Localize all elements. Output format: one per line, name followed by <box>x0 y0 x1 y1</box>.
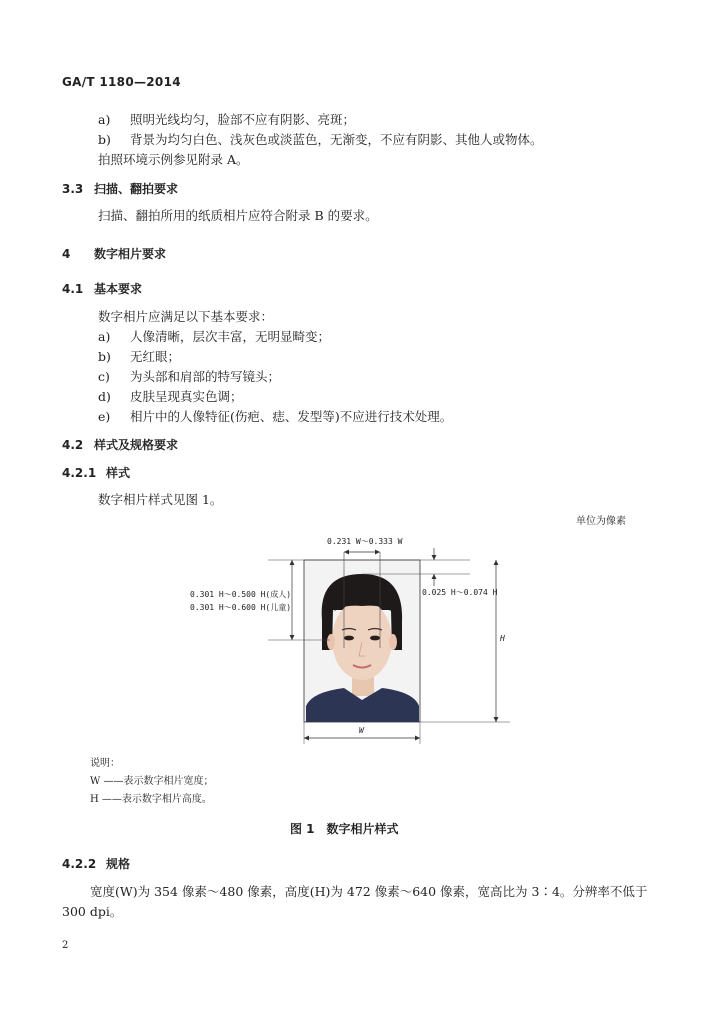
env-item-b-text: 背景为均匀白色、浅灰色或淡蓝色，无渐变，不应有阴影、其他人或物体。 <box>130 132 543 147</box>
section-3-3-num: 3.3 <box>62 182 84 196</box>
env-item-a-label: a) <box>98 112 111 127</box>
req-item-c-text: 为头部和肩部的特写镜头； <box>130 369 281 384</box>
req-item-b-text: 无红眼； <box>130 349 181 364</box>
left-ear-shape <box>327 634 335 650</box>
figure-1-caption: 图 1 数字相片样式 <box>290 822 399 836</box>
section-4-title: 数字相片要求 <box>94 247 167 261</box>
dim-height-label: H <box>500 634 505 643</box>
section-4-1-title: 基本要求 <box>94 282 143 296</box>
dim-head-adult-label: 0.301 H～0.500 H(成人) <box>190 590 292 599</box>
right-eye-shape <box>370 636 380 641</box>
page-number: 2 <box>62 940 69 951</box>
figure-unit-note: 单位为像素 <box>576 516 626 527</box>
section-4-2-2-text-line2: 300 dpi。 <box>62 904 123 919</box>
top-gap-arrows <box>432 555 437 579</box>
standard-code: GA/T 1180—2014 <box>62 75 181 89</box>
dim-top-gap-label: 0.025 H～0.074 H <box>422 588 498 597</box>
section-4-num: 4 <box>62 247 71 261</box>
req-item-a-label: a) <box>98 329 111 344</box>
legend-title: 说明： <box>90 758 120 769</box>
section-4-2-2-heading <box>62 855 130 872</box>
section-4-2-2-title: 规格 <box>106 857 131 871</box>
section-4-2-2-text-line1: 宽度(W)为 354 像素～480 像素，高度(H)为 472 像素～640 像素，宽高比为 3∶4。分辨率不低于 <box>90 884 648 899</box>
section-4-2-1-num: 4.2.1 <box>62 466 97 480</box>
section-3-3-text: 扫描、翻拍所用的纸质相片应符合附录 B 的要求。 <box>98 208 378 223</box>
section-4-2-2-num: 4.2.2 <box>62 857 97 871</box>
section-4-2-num: 4.2 <box>62 438 84 452</box>
req-item-b-label: b) <box>98 349 111 364</box>
req-item-e-text: 相片中的人像特征(伤疤、痣、发型等)不应进行技术处理。 <box>130 409 453 424</box>
req-item-a-text: 人像清晰，层次丰富，无明显畸变； <box>130 329 331 344</box>
req-item-e-label: e) <box>98 409 111 424</box>
dim-head-child-label: 0.301 H～0.600 H(儿童) <box>190 603 292 612</box>
legend-width: W ——表示数字相片宽度； <box>90 776 214 787</box>
section-3-3-title: 扫描、翻拍要求 <box>94 182 179 196</box>
legend-height: H ——表示数字相片高度。 <box>90 794 212 805</box>
req-item-c-label: c) <box>98 369 110 384</box>
section-4-2-1-title: 样式 <box>106 466 131 480</box>
req-item-d-text: 皮肤呈现真实色调； <box>130 389 243 404</box>
env-note: 拍照环境示例参见附录 A。 <box>98 152 249 167</box>
dim-eye-width-label: 0.231 W～0.333 W <box>327 537 403 546</box>
dim-width-label: W <box>359 726 364 735</box>
req-item-d-label: d) <box>98 389 111 404</box>
env-item-a-text: 照明光线均匀，脸部不应有阴影、亮斑； <box>130 112 356 127</box>
section-4-1-intro: 数字相片应满足以下基本要求： <box>98 309 274 324</box>
section-4-1-num: 4.1 <box>62 282 84 296</box>
right-ear-shape <box>389 634 397 650</box>
left-eye-shape <box>344 636 354 641</box>
section-4-2-1-text: 数字相片样式见图 1。 <box>98 492 223 507</box>
env-item-b-label: b) <box>98 132 111 147</box>
section-4-2-title: 样式及规格要求 <box>94 438 179 452</box>
